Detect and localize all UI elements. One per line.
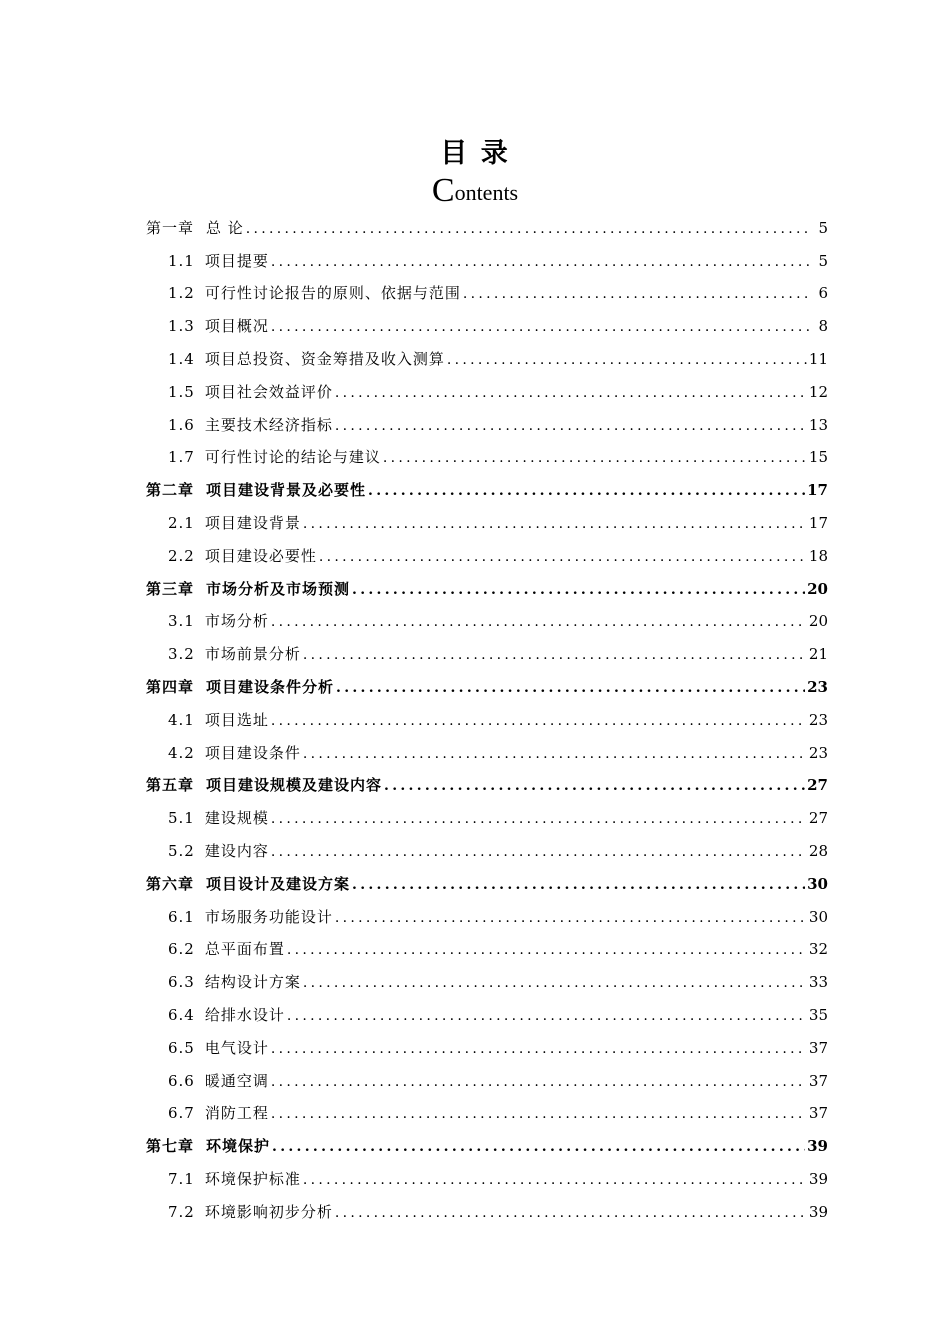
toc-dot-leader (271, 1105, 807, 1123)
toc-entry-title: 项目总投资、资金筹措及收入测算 (204, 349, 445, 368)
toc-section-row[interactable] (146, 697, 828, 730)
toc-entry-number: 1.5 (168, 382, 195, 401)
toc-entry-number: 1.6 (168, 415, 195, 434)
toc-dot-leader (271, 318, 810, 336)
toc-entry-number: 第一章 (146, 218, 195, 237)
toc-section-row[interactable] (146, 402, 828, 435)
toc-section-row[interactable] (146, 927, 828, 960)
toc-dot-leader (319, 548, 807, 566)
toc-dot-leader (384, 777, 805, 795)
subtitle-rest: ontents (454, 180, 519, 205)
toc-entry-number: 4.1 (168, 710, 195, 729)
toc-page-number: 39 (808, 1169, 828, 1188)
toc-dot-leader (335, 909, 807, 927)
toc-page-number: 33 (808, 973, 828, 992)
toc-dot-leader (352, 876, 805, 894)
toc-entry-number: 6.3 (168, 973, 195, 992)
toc-page-number: 17 (807, 481, 828, 500)
toc-entry-title: 给排水设计 (204, 1005, 285, 1024)
toc-dot-leader (303, 974, 807, 992)
toc-section-row[interactable] (146, 1025, 828, 1058)
toc-entry-number: 2.2 (168, 546, 195, 565)
toc-section-row[interactable] (146, 1156, 828, 1189)
toc-chapter-row[interactable] (146, 763, 828, 796)
toc-section-row[interactable] (146, 271, 828, 304)
toc-section-row[interactable] (146, 992, 828, 1025)
toc-entry-title: 项目建设条件 (204, 743, 301, 762)
toc-page-number: 20 (808, 612, 828, 631)
toc-entry-title: 市场分析 (204, 612, 269, 631)
toc-entry-title: 项目设计及建设方案 (206, 874, 351, 893)
toc-page-number: 21 (808, 645, 828, 664)
toc-entry-number: 4.2 (168, 743, 195, 762)
toc-entry-number: 6.4 (168, 1005, 195, 1024)
toc-entry-title: 环境保护 (206, 1137, 271, 1156)
toc-page-number: 30 (808, 907, 828, 926)
toc-dot-leader (303, 515, 807, 533)
toc-section-row[interactable] (146, 533, 828, 566)
toc-page-number: 32 (808, 940, 828, 959)
toc-chapter-row[interactable] (146, 1123, 828, 1156)
toc-dot-leader (246, 220, 810, 238)
toc-section-row[interactable] (146, 238, 828, 271)
page-title: 目 录 (440, 138, 510, 169)
toc-dot-leader (287, 1007, 807, 1025)
toc-entry-number: 6.7 (168, 1104, 195, 1123)
toc-section-row[interactable] (146, 599, 828, 632)
toc-page-number: 18 (808, 546, 828, 565)
toc-section-row[interactable] (146, 369, 828, 402)
toc-entry-title: 消防工程 (204, 1104, 269, 1123)
toc-entry-title: 可行性讨论报告的原则、依据与范围 (204, 284, 461, 303)
toc-page-number: 37 (808, 1071, 828, 1090)
toc-entry-number: 2.1 (168, 513, 195, 532)
toc-entry-number: 5.1 (168, 809, 195, 828)
toc-section-row[interactable] (146, 894, 828, 927)
toc-page-number: 35 (808, 1005, 828, 1024)
toc-entry-number: 第四章 (146, 677, 195, 696)
toc-dot-leader (271, 1040, 807, 1058)
toc-page-number: 23 (807, 677, 828, 696)
toc-dot-leader (303, 646, 807, 664)
toc-entry-number: 6.5 (168, 1038, 195, 1057)
toc-page-number: 27 (808, 809, 828, 828)
toc-section-row[interactable] (146, 435, 828, 468)
table-of-contents (146, 205, 828, 1222)
toc-entry-title: 建设规模 (204, 809, 269, 828)
toc-entry-title: 项目概况 (204, 317, 269, 336)
toc-dot-leader (447, 351, 807, 369)
toc-entry-number: 3.2 (168, 645, 195, 664)
toc-section-row[interactable] (146, 336, 828, 369)
toc-dot-leader (352, 581, 805, 599)
toc-entry-number: 第七章 (146, 1137, 195, 1156)
toc-section-row[interactable] (146, 500, 828, 533)
toc-dot-leader (271, 613, 807, 631)
toc-entry-title: 建设内容 (204, 841, 269, 860)
toc-entry-title: 总平面布置 (204, 940, 285, 959)
toc-page-number: 27 (807, 776, 828, 795)
toc-dot-leader (287, 941, 807, 959)
toc-page-number: 12 (808, 382, 828, 401)
toc-entry-title: 总 论 (206, 218, 244, 237)
toc-dot-leader (271, 253, 810, 271)
toc-entry-title: 项目建设规模及建设内容 (206, 776, 383, 795)
toc-page-number: 28 (808, 841, 828, 860)
toc-section-row[interactable] (146, 1189, 828, 1222)
toc-entry-title: 市场服务功能设计 (204, 907, 333, 926)
toc-entry-number: 1.7 (168, 448, 195, 467)
toc-entry-number: 6.1 (168, 907, 195, 926)
toc-dot-leader (303, 1171, 807, 1189)
toc-page-number: 5 (818, 251, 828, 270)
toc-entry-title: 可行性讨论的结论与建议 (204, 448, 381, 467)
toc-page-number: 11 (808, 349, 828, 368)
toc-chapter-row[interactable] (146, 861, 828, 894)
toc-entry-title: 环境影响初步分析 (204, 1202, 333, 1221)
toc-page-number: 15 (808, 448, 828, 467)
toc-dot-leader (271, 1073, 807, 1091)
toc-dot-leader (463, 285, 810, 303)
toc-entry-title: 项目建设必要性 (204, 546, 317, 565)
toc-dot-leader (336, 679, 805, 697)
toc-entry-title: 暖通空调 (204, 1071, 269, 1090)
toc-dot-leader (271, 712, 807, 730)
toc-section-row[interactable] (146, 631, 828, 664)
toc-section-row[interactable] (146, 1091, 828, 1124)
toc-entry-number: 7.1 (168, 1169, 195, 1188)
toc-chapter-row[interactable] (146, 566, 828, 599)
toc-page-number: 30 (807, 874, 828, 893)
toc-section-row[interactable] (146, 730, 828, 763)
toc-chapter-row[interactable] (146, 664, 828, 697)
toc-chapter-row[interactable] (146, 467, 828, 500)
toc-dot-leader (335, 417, 807, 435)
toc-entry-title: 项目建设背景 (204, 513, 301, 532)
toc-section-row[interactable] (146, 795, 828, 828)
toc-entry-number: 6.2 (168, 940, 195, 959)
toc-entry-title: 市场前景分析 (204, 645, 301, 664)
toc-entry-title: 主要技术经济指标 (204, 415, 333, 434)
toc-page-number: 6 (818, 284, 828, 303)
toc-entry-title: 电气设计 (204, 1038, 269, 1057)
toc-entry-title: 项目选址 (204, 710, 269, 729)
toc-section-row[interactable] (146, 959, 828, 992)
toc-dot-leader (335, 384, 807, 402)
toc-entry-title: 结构设计方案 (204, 973, 301, 992)
toc-entry-number: 1.4 (168, 349, 195, 368)
toc-section-row[interactable] (146, 1058, 828, 1091)
toc-page-number: 37 (808, 1038, 828, 1057)
toc-page-number: 39 (807, 1137, 828, 1156)
toc-dot-leader (272, 1138, 805, 1156)
toc-dot-leader (383, 449, 807, 467)
toc-page-number: 23 (808, 743, 828, 762)
toc-dot-leader (271, 843, 807, 861)
toc-page-number: 20 (807, 579, 828, 598)
toc-entry-title: 项目建设条件分析 (206, 677, 335, 696)
toc-dot-leader (368, 482, 805, 500)
toc-entry-title: 项目社会效益评价 (204, 382, 333, 401)
toc-section-row[interactable] (146, 828, 828, 861)
toc-page-number: 39 (808, 1202, 828, 1221)
toc-entry-number: 第三章 (146, 579, 195, 598)
toc-entry-title: 市场分析及市场预测 (206, 579, 351, 598)
toc-page-number: 8 (818, 317, 828, 336)
toc-chapter-row[interactable] (146, 205, 828, 238)
toc-entry-number: 5.2 (168, 841, 195, 860)
toc-entry-title: 项目建设背景及必要性 (206, 481, 367, 500)
toc-entry-number: 1.1 (168, 251, 195, 270)
subtitle-initial: C (431, 172, 455, 209)
toc-entry-title: 项目提要 (204, 251, 269, 270)
toc-page-number: 37 (808, 1104, 828, 1123)
toc-dot-leader (303, 745, 807, 763)
toc-dot-leader (335, 1204, 807, 1222)
toc-entry-number: 第二章 (146, 481, 195, 500)
toc-entry-number: 6.6 (168, 1071, 195, 1090)
toc-page-number: 23 (808, 710, 828, 729)
toc-entry-number: 7.2 (168, 1202, 195, 1221)
toc-section-row[interactable] (146, 303, 828, 336)
toc-entry-number: 3.1 (168, 612, 195, 631)
toc-page-number: 13 (808, 415, 828, 434)
toc-dot-leader (271, 810, 807, 828)
toc-page-number: 17 (808, 513, 828, 532)
toc-page-number: 5 (818, 218, 828, 237)
toc-entry-title: 环境保护标准 (204, 1169, 301, 1188)
toc-entry-number: 1.2 (168, 284, 195, 303)
toc-entry-number: 第六章 (146, 874, 195, 893)
toc-entry-number: 第五章 (146, 776, 195, 795)
toc-entry-number: 1.3 (168, 317, 195, 336)
